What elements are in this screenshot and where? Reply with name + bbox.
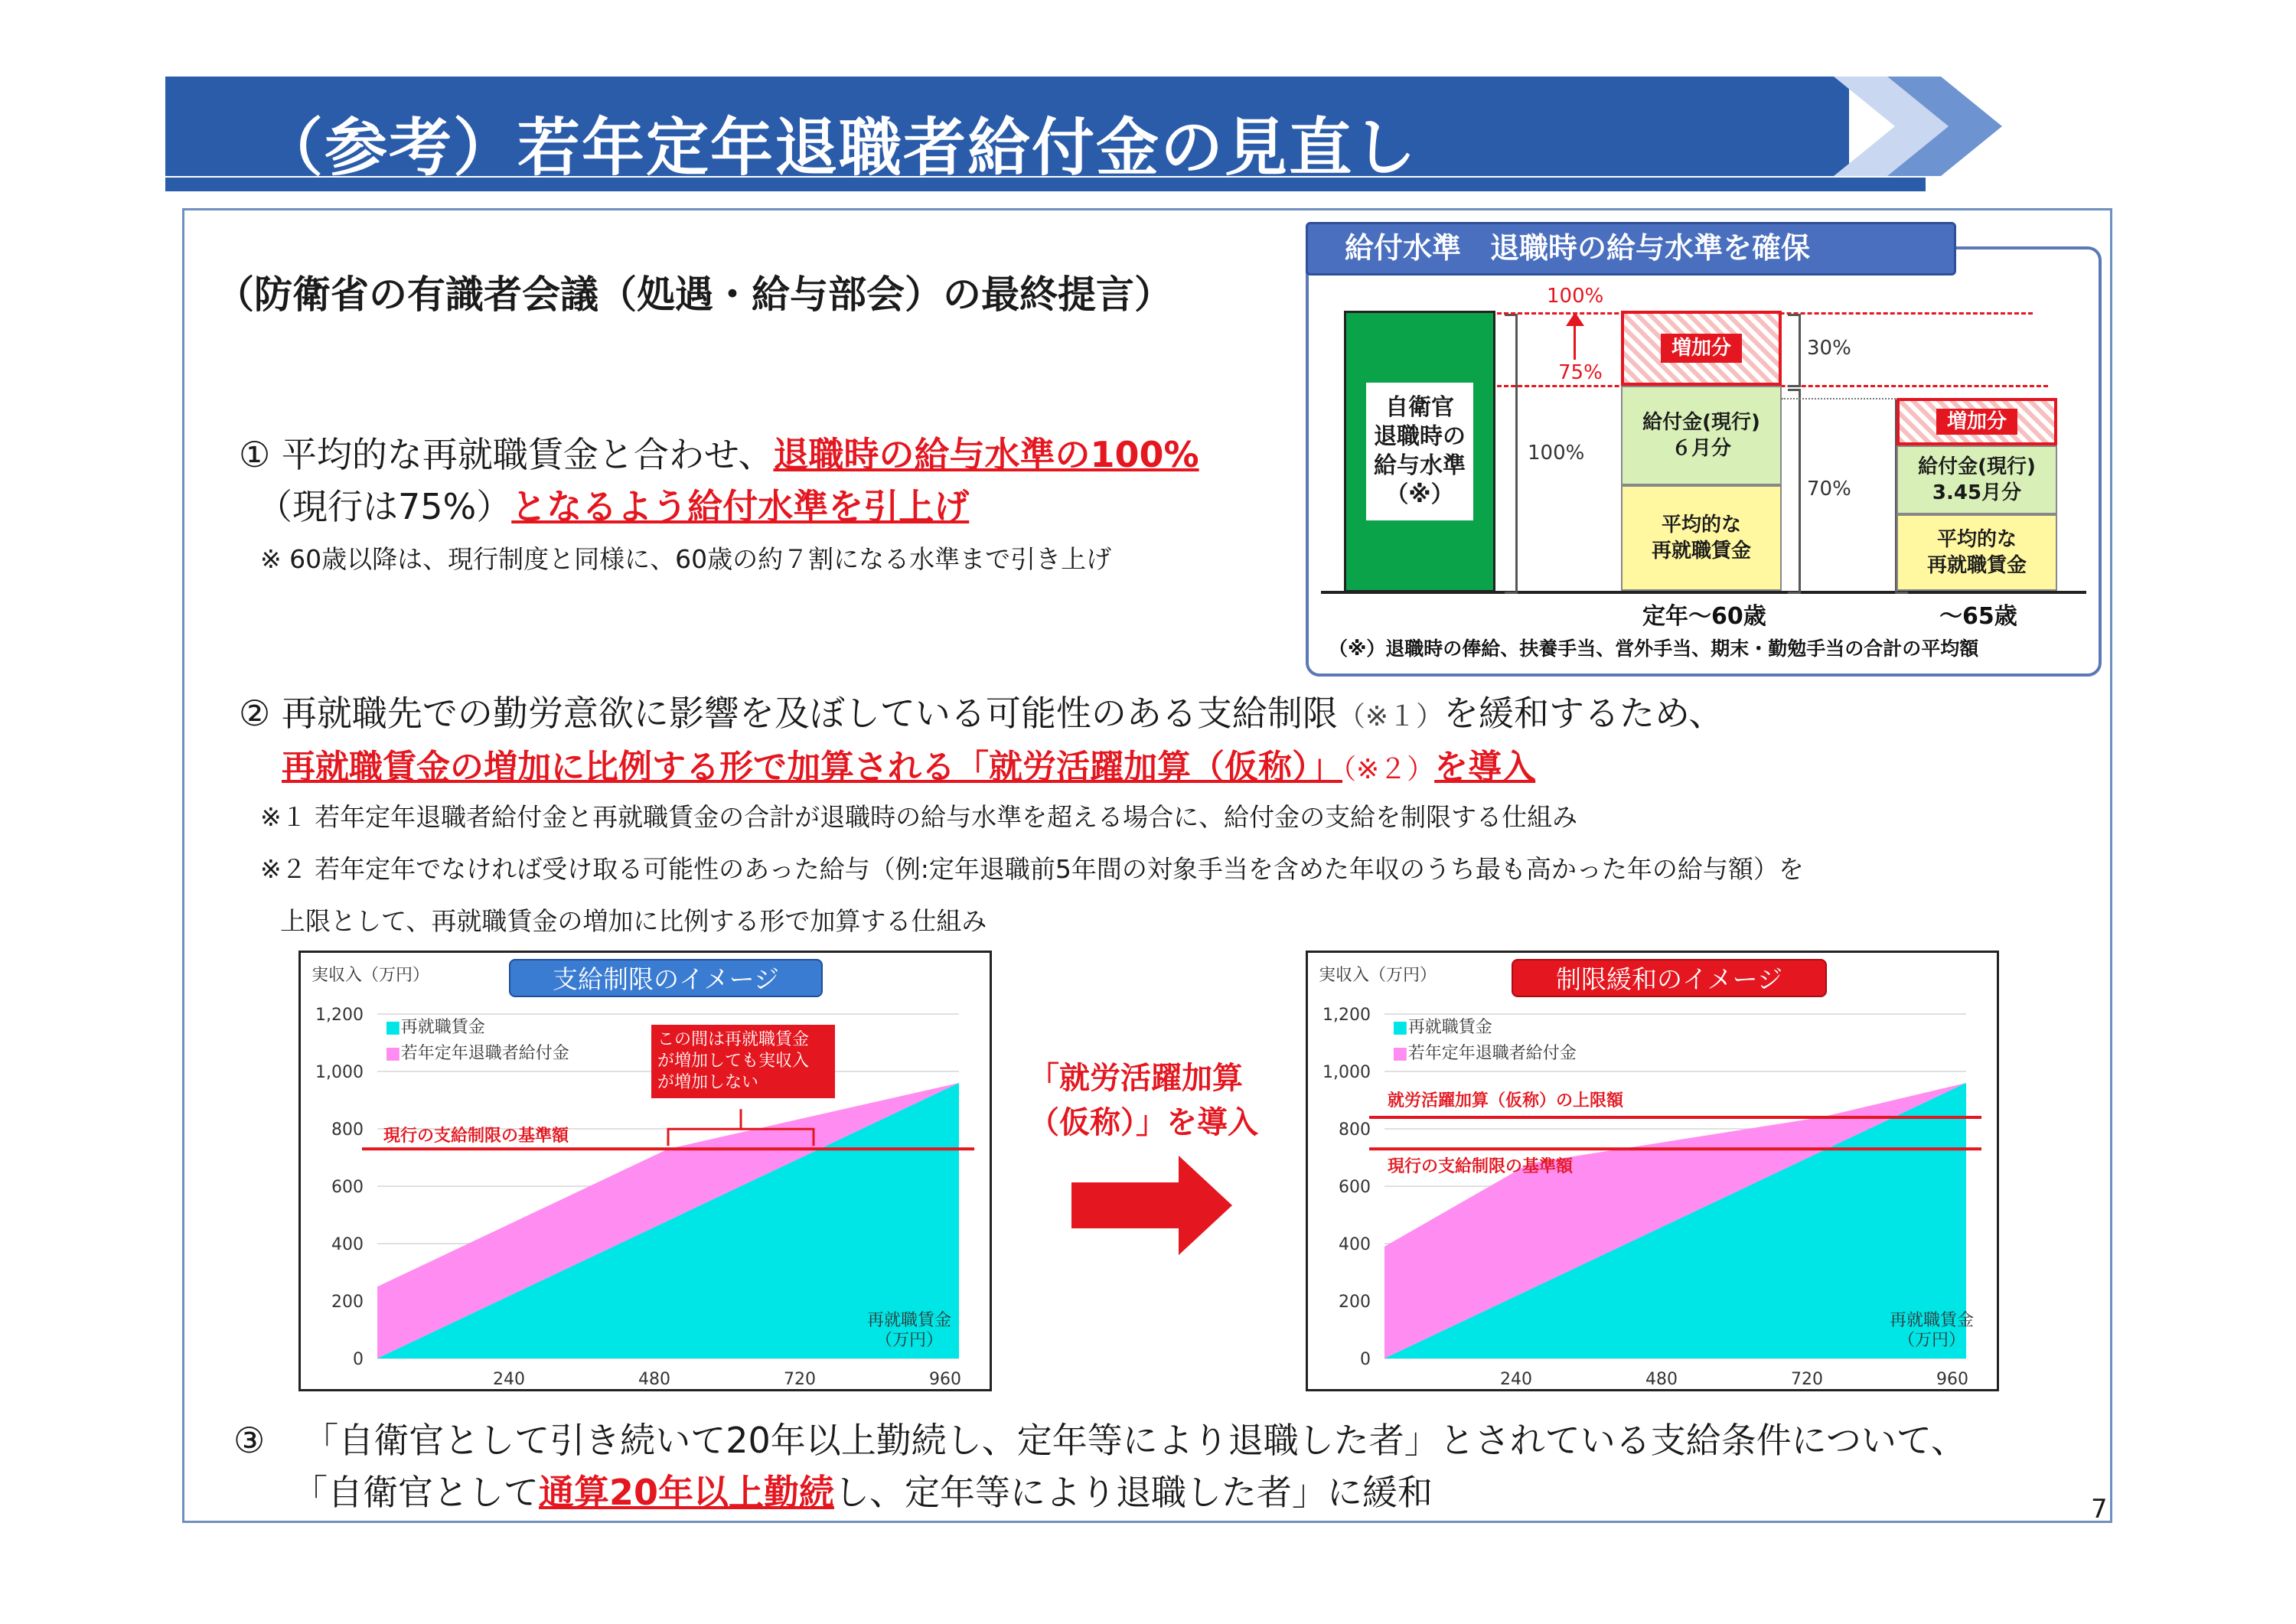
y-tick-label: 400 (331, 1235, 364, 1254)
item1-line2 (257, 479, 969, 530)
arrow-up-icon (1566, 312, 1584, 326)
bar3-increase (1896, 398, 2057, 445)
x-tick-label: 720 (784, 1370, 816, 1389)
item2-ref1: （※１） (1337, 701, 1444, 732)
pct-70: 70% (1807, 478, 1851, 501)
item2-note2b: 上限として、再就職賃金の増加に比例する形で加算する仕組み (280, 906, 987, 936)
y-tick-label: 1,200 (1322, 1006, 1371, 1025)
x-tick-label: 480 (1645, 1370, 1678, 1389)
right-arrow-icon (1071, 1156, 1240, 1255)
item2-line1 (239, 686, 1724, 736)
item1-text-red2: となるよう給付水準を引上げ (511, 486, 970, 527)
bar2-avg: 平均的な 再就職賃金 (1621, 485, 1782, 591)
bracket-30 (1788, 314, 1801, 387)
y-tick-label: 800 (331, 1120, 364, 1140)
chart2-legend-1-text: 再就職賃金 (1407, 1018, 1492, 1037)
x-tick-label: 240 (1500, 1370, 1532, 1389)
legend-swatch-cyan: ■ (385, 1018, 401, 1037)
item2-line2 (282, 739, 1535, 788)
item3-text2b: し、定年等により退職した者」に緩和 (834, 1472, 1433, 1513)
benefit-level-diagram (1306, 285, 2102, 660)
y-tick-label: 200 (1339, 1293, 1371, 1312)
chart2-cap-label: 就労活躍加算（仮称）の上限額 (1388, 1091, 1624, 1110)
chart1-ylabel: 実収入（万円） (311, 966, 430, 985)
bar2-increase-label: 増加分 (1661, 334, 1742, 363)
chart2-legend-2 (1392, 1040, 1577, 1064)
chart2-title: 制限緩和のイメージ (1512, 959, 1827, 997)
chart1-limit-label: 現行の支給制限の基準額 (383, 1127, 569, 1146)
item2-text-end: を緩和するため、 (1443, 693, 1724, 734)
bar3-current: 給付金(現行) 3.45月分 (1896, 445, 2057, 514)
arrow-up-shaft (1574, 321, 1576, 360)
bracket-70 (1788, 389, 1801, 594)
item2-note1: ※１ 若年定年退職者給付金と再就職賃金の合計が退職時の給与水準を超える場合に、給付金の支給を制限する仕組み (260, 802, 1578, 832)
page-number: 7 (2091, 1494, 2108, 1525)
chart1-callout: この間は再就職賃金 が増加しても実収入 が増加しない (651, 1025, 835, 1098)
item1-number: ① (239, 434, 271, 475)
item3-red: 通算20年以上勤続 (539, 1472, 835, 1513)
chart-restriction (298, 951, 992, 1391)
chart2-xlabel: 再就職賃金 （万円） (1890, 1311, 1975, 1350)
chart1-legend-2 (385, 1040, 569, 1064)
level-footnote: （※）退職時の俸給、扶養手当、営外手当、期末・勤勉手当の合計の平均額 (1329, 638, 1979, 660)
pct-75: 75% (1558, 361, 1603, 384)
y-tick-label: 800 (1339, 1120, 1371, 1140)
x-tick-label: 960 (929, 1370, 961, 1389)
y-tick-label: 200 (331, 1293, 364, 1312)
item3-number: ③ (233, 1420, 266, 1461)
pct-100-side: 100% (1528, 442, 1585, 465)
y-tick-label: 600 (331, 1178, 364, 1197)
x-label-65: ～65歳 (1939, 603, 2017, 630)
item2-red-end: を導入 (1434, 748, 1536, 787)
item1-text-red: 退職時の給与水準の100% (773, 434, 1199, 475)
legend-swatch-pink: ■ (385, 1044, 401, 1063)
bar-retirement-label: 自衛官 退職時の 給与水準 （※） (1366, 383, 1473, 520)
item3-text2a: 「自衛官として (292, 1472, 539, 1513)
y-tick-label: 1,200 (315, 1006, 364, 1025)
chart2-legend-2-text: 若年定年退職者給付金 (1407, 1044, 1577, 1063)
item2-text: 再就職先での勤労意欲に影響を及ぼしている可能性のある支給制限 (281, 693, 1338, 734)
benefit-level-title: 給付水準 退職時の給与水準を確保 (1306, 222, 1956, 276)
bar-retirement-salary (1344, 311, 1495, 592)
chart2-ylabel: 実収入（万円） (1319, 966, 1437, 985)
y-tick-label: 600 (1339, 1178, 1371, 1197)
chart1-legend-2-text: 若年定年退職者給付金 (400, 1044, 569, 1063)
pct-100-top: 100% (1547, 285, 1604, 308)
bar2-increase (1621, 311, 1782, 386)
y-tick-label: 0 (1360, 1350, 1371, 1369)
page-title: （参考）若年定年退職者給付金の見直し (260, 112, 1418, 184)
legend-swatch-cyan: ■ (1392, 1018, 1408, 1037)
item3-text: 「自衛官として引き続いて20年以上勤続し、定年等により退職した者」とされている支給条件について、 (303, 1420, 1966, 1461)
arrow-text: 「就労活躍加算 （仮称）」を導入 (1029, 1061, 1258, 1140)
item2-red: 再就職賃金の増加に比例する形で加算される「就労活躍加算（仮称）」 (282, 748, 1342, 787)
item1-line1 (239, 427, 1199, 478)
chart1-legend-1 (385, 1014, 485, 1038)
chart2-legend-1 (1392, 1014, 1492, 1038)
x-tick-label: 480 (638, 1370, 670, 1389)
y-tick-label: 1,000 (315, 1063, 364, 1082)
item3-line1 (233, 1413, 1966, 1463)
bracket-100 (1505, 314, 1518, 594)
legend-swatch-pink: ■ (1392, 1044, 1408, 1063)
x-tick-label: 960 (1936, 1370, 1968, 1389)
x-tick-label: 720 (1791, 1370, 1823, 1389)
item2-note2a: ※２ 若年定年でなければ受け取る可能性のあった給与（例:定年退職前5年間の対象手当を含めた年収のうち最も高かった年の給与額）を (260, 854, 1804, 884)
guide-dotted (1782, 398, 1913, 399)
chart2-limit-label: 現行の支給制限の基準額 (1388, 1157, 1574, 1176)
y-tick-label: 1,000 (1322, 1063, 1371, 1082)
y-tick-label: 0 (353, 1350, 364, 1369)
chart1-xlabel: 再就職賃金 （万円） (867, 1311, 952, 1350)
chart1-legend-1-text: 再就職賃金 (400, 1018, 485, 1037)
y-tick-label: 400 (1339, 1235, 1371, 1254)
chart1-title: 支給制限のイメージ (509, 959, 823, 997)
item1-text-plain: 平均的な再就職賃金と合わせ、 (281, 434, 774, 475)
item1-current: （現行は75%） (257, 486, 512, 527)
item3-line2 (292, 1465, 1433, 1515)
chart-relaxation (1306, 951, 1999, 1391)
pct-30: 30% (1807, 337, 1851, 360)
bar2-current: 給付金(現行) ６月分 (1621, 386, 1782, 485)
bar3-avg: 平均的な 再就職賃金 (1896, 514, 2057, 591)
item1-note: ※ 60歳以降は、現行制度と同様に、60歳の約７割になる水準まで引き上げ (260, 544, 1112, 574)
item2-ref2: （※２） (1342, 754, 1435, 785)
bar3-increase-label: 増加分 (1936, 409, 2017, 435)
subtitle: （防衛省の有識者会議（処遇・給与部会）の最終提言） (216, 272, 1172, 317)
x-tick-label: 240 (493, 1370, 525, 1389)
x-label-60: 定年～60歳 (1642, 603, 1766, 630)
item2-number: ② (239, 693, 271, 734)
